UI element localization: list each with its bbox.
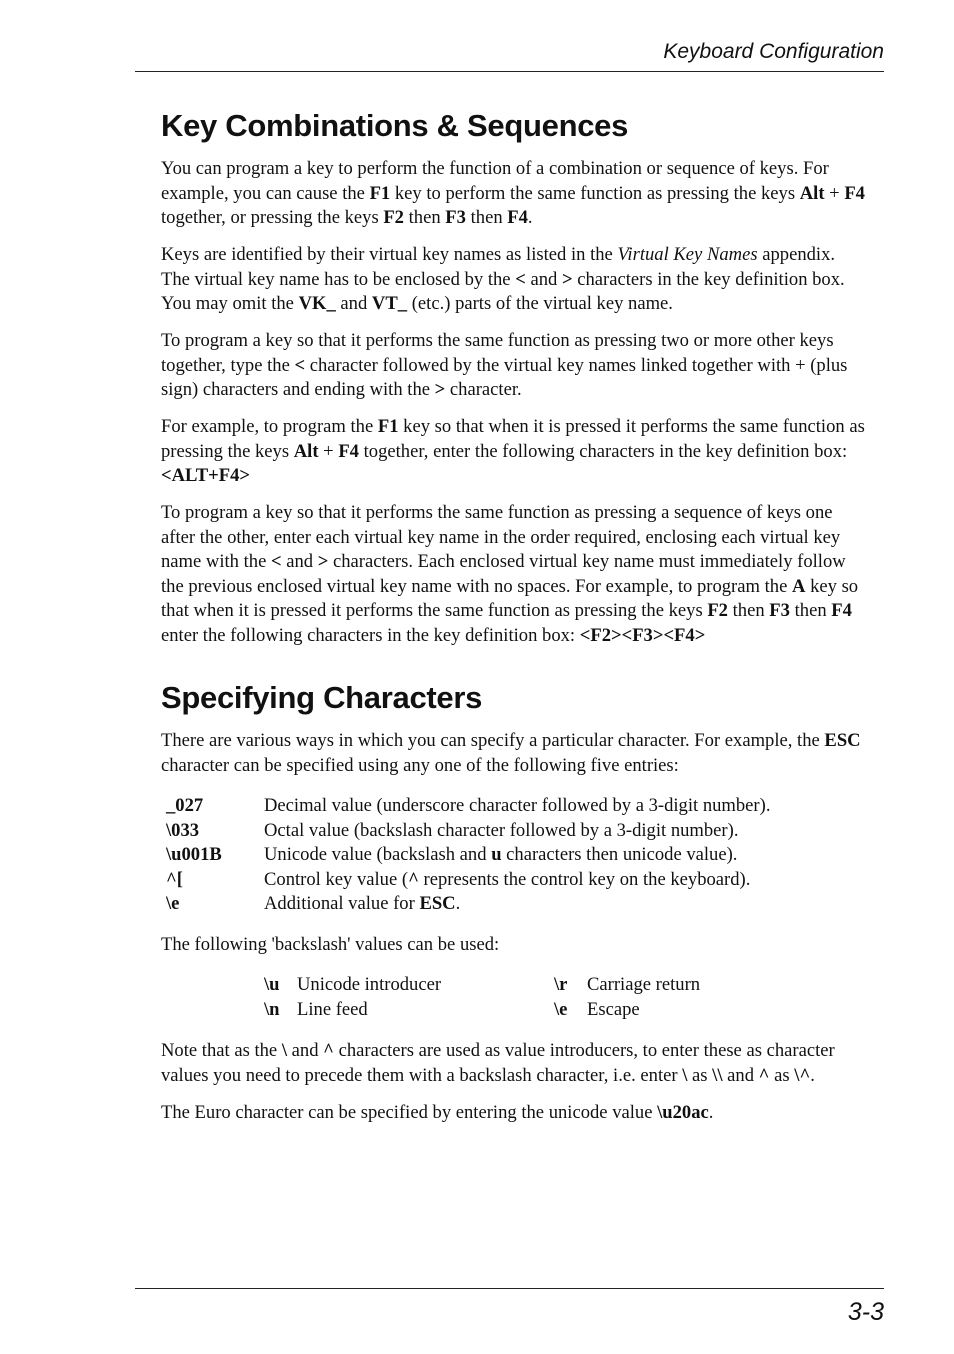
entry-description: Control key value (^ represents the control key on the keyboard). <box>264 868 751 890</box>
running-header: Keyboard Configuration <box>663 40 884 63</box>
esc-entry-decimal <box>166 794 866 819</box>
backslash-code: \e <box>554 999 568 1020</box>
backslash-code: \u <box>264 974 280 995</box>
paragraph-virtual-key-names: Keys are identified by their virtual key names as listed in the Virtual Key Names appendix. The virtual key name has to be enclosed by the < and > characters in the key definition box. You may omit the VK_ and VT_ (etc.) parts of the virtual key name. <box>161 244 845 314</box>
footer-rule <box>135 1288 884 1289</box>
backslash-description: Unicode introducer <box>297 974 442 995</box>
backslash-description: Carriage return <box>587 974 701 995</box>
esc-entry-additional <box>166 892 866 917</box>
backslash-values-table <box>264 972 866 1022</box>
backslash-code: \r <box>554 974 568 995</box>
entry-code: \u001B <box>166 844 222 865</box>
esc-entry-unicode <box>166 843 866 868</box>
backslash-description: Line feed <box>297 999 368 1020</box>
paragraph-specifying-intro: There are various ways in which you can specify a particular character. For example, the ESC character can be specified using any one of the following five entries: <box>161 730 861 776</box>
esc-entry-octal <box>166 819 866 844</box>
backslash-row <box>264 972 866 997</box>
page-content <box>161 108 866 1138</box>
backslash-description: Escape <box>587 999 640 1020</box>
page-number: 3-3 <box>847 1298 884 1326</box>
paragraph-intro: You can program a key to perform the function of a combination or sequence of keys. For example, you can cause the F1 key to perform the same function as pressing the keys Alt + F4 together, or pressing the keys F2 then F3 then F4. <box>161 158 865 228</box>
paragraph-combination-example: For example, to program the F1 key so that when it is pressed it performs the same function as pressing the keys Alt + F4 together, enter the following characters in the key definition box: <ALT+F4> <box>161 416 865 486</box>
esc-entry-list <box>166 794 866 917</box>
header-rule <box>135 71 884 72</box>
entry-code: \033 <box>166 819 200 841</box>
paragraph-combination: To program a key so that it performs the same function as pressing two or more other keys together, type the < character followed by the virtual key names linked together with + (plus sign) characters and ending with the > character. <box>161 330 848 400</box>
paragraph-backslash-intro: The following 'backslash' values can be used: <box>161 933 500 955</box>
paragraph-euro: The Euro character can be specified by entering the unicode value \u20ac. <box>161 1101 714 1123</box>
esc-entry-control-key <box>166 868 866 893</box>
entry-description: Octal value (backslash character followed by a 3-digit number). <box>264 819 739 841</box>
entry-code: _027 <box>166 795 204 816</box>
entry-description: Decimal value (underscore character followed by a 3-digit number). <box>264 795 771 816</box>
backslash-row <box>264 997 866 1022</box>
paragraph-sequence: To program a key so that it performs the same function as pressing a sequence of keys one after the other, enter each virtual key name in the order required, enclosing each virtual key name with the < and > characters. Each enclosed virtual key name must immediately follow the previous enclosed virtual key name with no spaces. For example, to program the A key so that when it is pressed it performs the same function as pressing the keys F2 then F3 then F4 enter the following characters in the key definition box: <F2><F3><F4> <box>161 502 859 646</box>
section-heading-key-combinations: Key Combinations & Sequences <box>161 108 629 143</box>
section-heading-specifying-characters: Specifying Characters <box>161 680 483 715</box>
backslash-code: \n <box>264 999 280 1020</box>
entry-description: Additional value for ESC. <box>264 893 461 914</box>
entry-code: \e <box>166 893 180 914</box>
entry-code: ^[ <box>166 868 183 890</box>
entry-description: Unicode value (backslash and u characters then unicode value). <box>264 844 738 865</box>
paragraph-escaping-note: Note that as the \ and ^ characters are used as value introducers, to enter these as character values you need to precede them with a backslash character, i.e. enter \ as \\ and ^ as \^. <box>161 1040 835 1086</box>
